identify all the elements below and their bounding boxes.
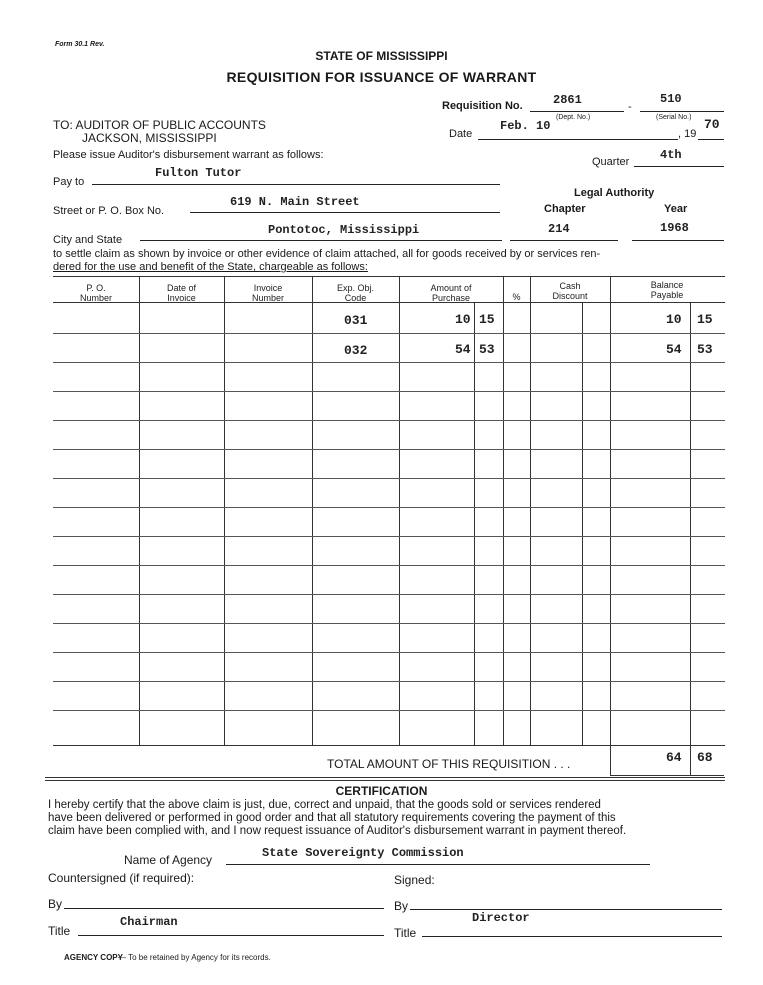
certification-line-3: claim have been complied with, and I now request issuance of Auditor's disbursement warrant in payment thereof. <box>48 825 627 837</box>
serial-no-line <box>640 111 724 112</box>
street-value: 619 N. Main Street <box>230 195 360 209</box>
to-line: TO: AUDITOR OF PUBLIC ACCOUNTS <box>53 118 266 132</box>
col-exp-header-1: Exp. Obj. <box>336 283 374 293</box>
col-divider-4 <box>399 277 400 745</box>
col-po-header-1: P. O. <box>86 283 106 293</box>
year-line <box>698 139 724 140</box>
agency-value: State Sovereignty Commission <box>262 846 464 860</box>
col-cash-header-2: Discount <box>552 291 588 301</box>
state-heading: STATE OF MISSISSIPPI <box>315 49 448 63</box>
col-amount-header-1: Amount of <box>430 283 472 293</box>
chapter-label: Chapter <box>544 203 586 215</box>
separator-rule-1 <box>45 777 725 778</box>
col-invoice-header <box>224 283 312 303</box>
row2-amount-dollars: 54 <box>455 342 471 357</box>
settle-text-2: dered for the use and benefit of the State, chargeable as follows: <box>53 261 368 273</box>
left-title-line <box>78 935 384 936</box>
total-cents: 68 <box>697 750 713 765</box>
row-line-7 <box>53 507 725 508</box>
row2-amount-cents: 53 <box>479 342 495 357</box>
row-line-12 <box>53 652 725 653</box>
agency-label: Name of Agency <box>124 853 213 867</box>
col-divider-7 <box>530 277 531 745</box>
year-authority-value: 1968 <box>660 221 689 235</box>
row-line-8 <box>53 536 725 537</box>
legal-authority-label: Legal Authority <box>574 187 655 199</box>
city-label: City and State <box>53 234 123 246</box>
col-pct-header: % <box>512 292 521 302</box>
quarter-label: Quarter <box>592 156 630 168</box>
form-number: Form 30.1 Rev. <box>55 41 105 48</box>
page-title: REQUISITION FOR ISSUANCE OF WARRANT <box>226 69 537 85</box>
col-cash-header <box>530 281 610 301</box>
countersigned-label: Countersigned (if required): <box>48 871 195 885</box>
city-line: JACKSON, MISSISSIPPI <box>82 131 217 145</box>
col-date-header-1: Date of <box>166 283 197 293</box>
col-divider-2 <box>224 277 225 745</box>
city-line <box>140 240 502 241</box>
col-divider-6 <box>503 277 504 745</box>
dash-separator: - <box>628 101 632 113</box>
dept-no-value: 2861 <box>553 93 582 107</box>
year-value: 70 <box>704 117 720 132</box>
col-date-header <box>139 283 224 303</box>
row1-balance-dollars: 10 <box>666 312 682 327</box>
col-invoice-header-1: Invoice <box>253 283 283 293</box>
separator-rule-2 <box>45 780 725 781</box>
row2-balance-dollars: 54 <box>666 342 682 357</box>
row1-amount-cents: 15 <box>479 312 495 327</box>
row-line-9 <box>53 565 725 566</box>
year-label: Year <box>664 203 688 215</box>
row2-balance-cents: 53 <box>697 342 713 357</box>
row-line-11 <box>53 623 725 624</box>
instruction-text: Please issue Auditor's disbursement warrant as follows: <box>53 149 324 161</box>
pay-to-label: Pay to <box>53 176 85 188</box>
chapter-value: 214 <box>548 222 570 236</box>
dept-no-line <box>530 111 624 112</box>
quarter-value: 4th <box>660 148 682 162</box>
col-balance-header-1: Balance <box>650 280 684 290</box>
col-balance-header <box>610 280 724 300</box>
date-value: Feb. 10 <box>500 119 551 133</box>
certification-line-2: have been delivered or performed in good order and that all statutory requirements covering the payment of this <box>48 812 616 824</box>
right-by-line <box>410 909 722 910</box>
agency-line <box>226 864 650 865</box>
row-line-6 <box>53 478 725 479</box>
col-exp-header-2: Code <box>344 293 367 303</box>
total-box-bottom <box>610 775 724 776</box>
total-label: TOTAL AMOUNT OF THIS REQUISITION . . . <box>327 757 571 771</box>
certification-title: CERTIFICATION <box>335 784 428 798</box>
left-title-value: Chairman <box>120 915 178 929</box>
row-line-10 <box>53 594 725 595</box>
col-amount-header-2: Purchase <box>431 293 471 303</box>
row-line-15 <box>53 745 725 746</box>
right-by-label: By <box>394 899 409 913</box>
right-title-label: Title <box>394 926 417 940</box>
right-title-line <box>422 936 722 937</box>
row1-balance-cents: 15 <box>697 312 713 327</box>
col-po-header <box>53 283 139 303</box>
row-line-2 <box>53 362 725 363</box>
quarter-line <box>634 166 724 167</box>
col-balance-header-2: Payable <box>650 290 684 300</box>
street-label: Street or P. O. Box No. <box>53 205 165 217</box>
col-divider-9 <box>610 277 611 775</box>
col-divider-5 <box>474 303 475 745</box>
certification-line-1: I hereby certify that the above claim is just, due, correct and unpaid, that the goods sold or services rendered <box>48 799 601 811</box>
row2-code: 032 <box>344 343 368 358</box>
date-line <box>478 139 678 140</box>
serial-no-value: 510 <box>660 92 682 106</box>
col-date-header-2: Invoice <box>167 293 196 303</box>
pay-to-value: Fulton Tutor <box>155 166 242 180</box>
settle-text-1: to settle claim as shown by invoice or other evidence of claim attached, all for goods received by or services ren- <box>53 248 601 260</box>
street-line <box>190 212 500 213</box>
left-title-label: Title <box>48 924 71 938</box>
col-amount-header <box>399 283 503 303</box>
col-po-header-2: Number <box>79 293 112 303</box>
col-exp-header <box>312 283 399 303</box>
row-line-5 <box>53 449 725 450</box>
total-dollars: 64 <box>666 750 682 765</box>
date-label: Date <box>449 128 473 140</box>
col-divider-1 <box>139 277 140 745</box>
left-by-line <box>64 908 384 909</box>
col-divider-10 <box>690 303 691 775</box>
agency-copy-label: AGENCY COPY <box>64 953 123 962</box>
row-line-4 <box>53 420 725 421</box>
row-line-1 <box>53 333 725 334</box>
col-divider-3 <box>312 277 313 745</box>
agency-copy-note: — To be retained by Agency for its records. <box>118 953 271 962</box>
year-prefix: , 19 <box>678 128 697 140</box>
serial-no-caption: (Serial No.) <box>656 114 692 121</box>
chapter-line <box>510 240 618 241</box>
year-authority-line <box>632 240 724 241</box>
left-by-label: By <box>48 897 63 911</box>
dept-no-caption: (Dept. No.) <box>556 114 591 121</box>
row1-code: 031 <box>344 313 368 328</box>
signed-label: Signed: <box>394 873 435 887</box>
row-line-13 <box>53 681 725 682</box>
requisition-label: Requisition No. <box>442 100 523 112</box>
pay-to-line <box>92 184 500 185</box>
col-divider-8 <box>582 303 583 745</box>
table-top-border <box>53 276 725 277</box>
row-line-3 <box>53 391 725 392</box>
col-invoice-header-2: Number <box>251 293 284 303</box>
row1-amount-dollars: 10 <box>455 312 471 327</box>
right-title-value: Director <box>472 911 530 925</box>
city-value: Pontotoc, Mississippi <box>268 223 420 237</box>
col-cash-header-1: Cash <box>559 281 581 291</box>
row-line-14 <box>53 710 725 711</box>
